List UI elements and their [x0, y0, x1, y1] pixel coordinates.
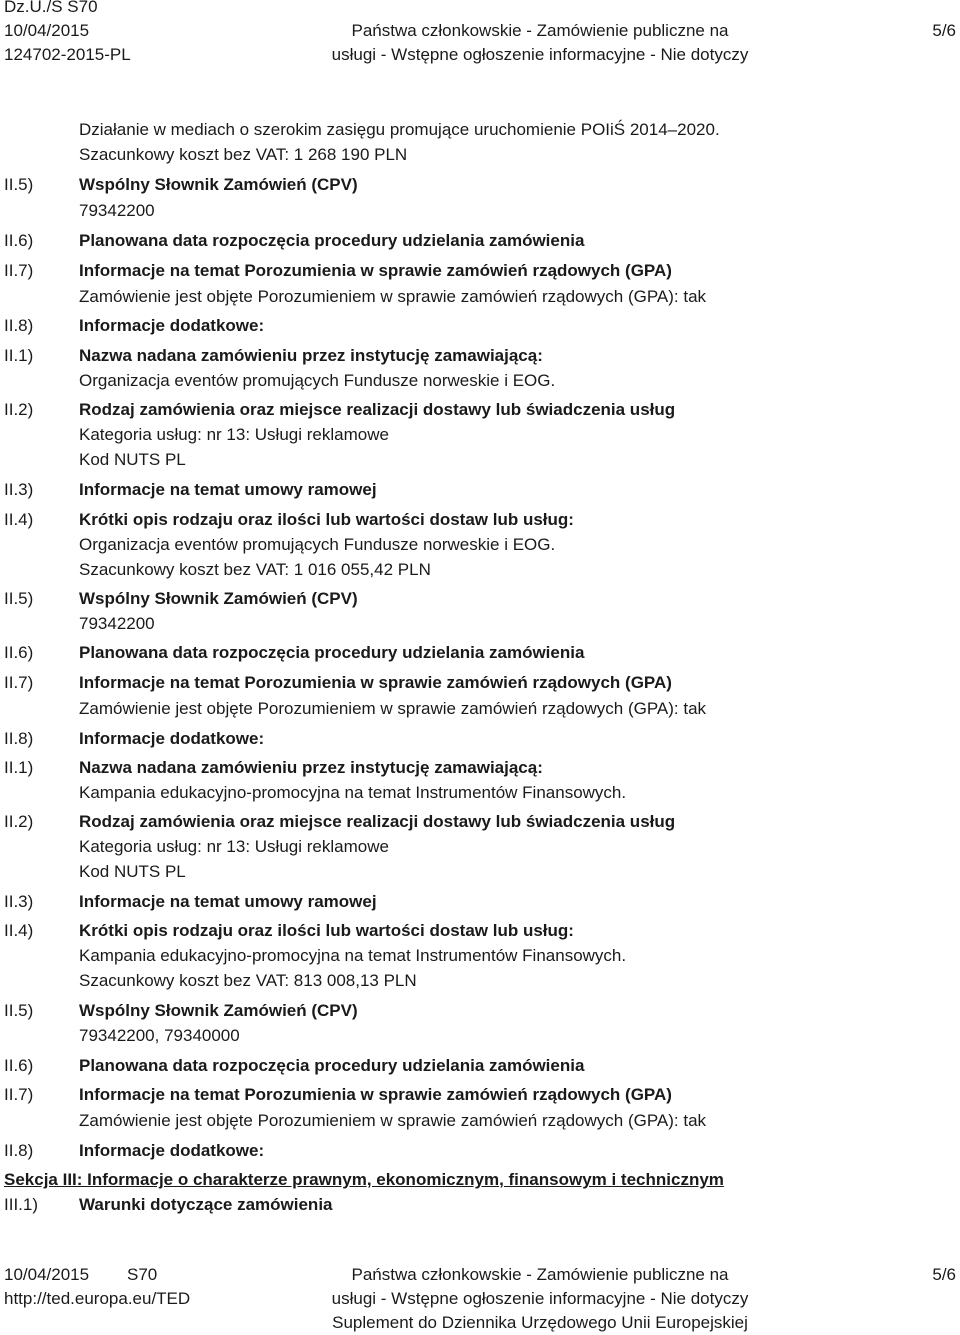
header-title-line1: Państwa członkowskie - Zamówienie publiczne na — [351, 21, 729, 40]
field-value: Kod NUTS PL — [79, 450, 186, 469]
field-heading: Informacje dodatkowe: — [79, 1141, 265, 1160]
field-heading: Krótki opis rodzaju oraz ilości lub wartości dostaw lub usług: — [79, 510, 574, 529]
section-number: II.3) — [4, 480, 34, 499]
section-number: II.4) — [4, 510, 34, 529]
field-value: Szacunkowy koszt bez VAT: 1 016 055,42 PLN — [79, 560, 431, 579]
field-heading: Informacje na temat Porozumienia w sprawie zamówień rządowych (GPA) — [79, 673, 672, 692]
field-heading: Planowana data rozpoczęcia procedury udzielania zamówienia — [79, 643, 585, 662]
section-number: II.8) — [4, 729, 34, 748]
section-number: II.8) — [4, 1141, 34, 1160]
field-value: Szacunkowy koszt bez VAT: 1 268 190 PLN — [79, 145, 408, 164]
section-item-label: Warunki dotyczące zamówienia — [79, 1195, 333, 1214]
field-value: Organizacja eventów promujących Fundusze norweskie i EOG. — [79, 371, 556, 390]
footer-date: 10/04/2015 — [4, 1265, 90, 1284]
footer-title-line2: usługi - Wstępne ogłoszenie informacyjne - Nie dotyczy — [331, 1289, 749, 1308]
section-number: II.3) — [4, 892, 34, 911]
journal-ref: Dz.U./S S70 — [4, 0, 98, 16]
section-number: III.1) — [4, 1195, 39, 1214]
header-title-line2: usługi - Wstępne ogłoszenie informacyjne - Nie dotyczy — [331, 45, 749, 64]
field-heading: Rodzaj zamówienia oraz miejsce realizacji dostawy lub świadczenia usług — [79, 400, 676, 419]
section-number: II.5) — [4, 175, 34, 194]
header-page-number: 5/6 — [932, 21, 956, 40]
field-heading: Informacje na temat umowy ramowej — [79, 892, 377, 911]
section-number: II.4) — [4, 921, 34, 940]
field-value: 79342200, 79340000 — [79, 1026, 240, 1045]
section-number: II.7) — [4, 1085, 34, 1104]
field-value: Kategoria usług: nr 13: Usługi reklamowe — [79, 837, 389, 856]
field-heading: Planowana data rozpoczęcia procedury udzielania zamówienia — [79, 1056, 585, 1075]
field-heading: Informacje na temat Porozumienia w sprawie zamówień rządowych (GPA) — [79, 261, 672, 280]
field-heading: Krótki opis rodzaju oraz ilości lub wartości dostaw lub usług: — [79, 921, 574, 940]
field-value: Kategoria usług: nr 13: Usługi reklamowe — [79, 425, 389, 444]
field-heading: Informacje dodatkowe: — [79, 316, 265, 335]
section-number: II.1) — [4, 346, 34, 365]
field-value: 79342200 — [79, 201, 155, 220]
notice-id: 124702-2015-PL — [4, 45, 131, 64]
field-heading: Nazwa nadana zamówieniu przez instytucję zamawiającą: — [79, 758, 543, 777]
section-number: II.6) — [4, 231, 34, 250]
section-number: II.5) — [4, 589, 34, 608]
field-heading: Planowana data rozpoczęcia procedury udzielania zamówienia — [79, 231, 585, 250]
field-heading: Wspólny Słownik Zamówień (CPV) — [79, 1001, 358, 1020]
field-heading: Informacje na temat Porozumienia w sprawie zamówień rządowych (GPA) — [79, 1085, 672, 1104]
field-value: Zamówienie jest objęte Porozumieniem w sprawie zamówień rządowych (GPA): tak — [79, 699, 707, 718]
field-heading: Informacje na temat umowy ramowej — [79, 480, 377, 499]
header-date: 10/04/2015 — [4, 21, 90, 40]
section-number: II.6) — [4, 1056, 34, 1075]
footer-title-line1: Państwa członkowskie - Zamówienie publiczne na — [351, 1265, 729, 1284]
field-value: Działanie w mediach o szerokim zasięgu promujące uruchomienie POIiŚ 2014–2020. — [79, 120, 720, 139]
field-heading: Wspólny Słownik Zamówień (CPV) — [79, 589, 358, 608]
footer-page-number: 5/6 — [932, 1265, 956, 1284]
field-value: Zamówienie jest objęte Porozumieniem w sprawie zamówień rządowych (GPA): tak — [79, 287, 707, 306]
section-number: II.6) — [4, 643, 34, 662]
section-number: II.2) — [4, 400, 34, 419]
field-heading: Nazwa nadana zamówieniu przez instytucję zamawiającą: — [79, 346, 543, 365]
field-value: 79342200 — [79, 614, 155, 633]
field-value: Kampania edukacyjno-promocyjna na temat Instrumentów Finansowych. — [79, 946, 627, 965]
page-header — [0, 0, 960, 72]
section-number: II.8) — [4, 316, 34, 335]
section-number: II.7) — [4, 673, 34, 692]
field-heading: Wspólny Słownik Zamówień (CPV) — [79, 175, 358, 194]
footer-title-line3: Suplement do Dziennika Urzędowego Unii Europejskiej — [332, 1313, 748, 1332]
field-value: Kampania edukacyjno-promocyjna na temat Instrumentów Finansowych. — [79, 783, 627, 802]
field-heading: Rodzaj zamówienia oraz miejsce realizacji dostawy lub świadczenia usług — [79, 812, 676, 831]
field-value: Zamówienie jest objęte Porozumieniem w sprawie zamówień rządowych (GPA): tak — [79, 1111, 707, 1130]
footer-url[interactable]: http://ted.europa.eu/TED — [4, 1289, 191, 1308]
section-number: II.1) — [4, 758, 34, 777]
footer-series: S70 — [127, 1265, 158, 1284]
field-value: Organizacja eventów promujących Fundusze norweskie i EOG. — [79, 535, 556, 554]
section-number: II.5) — [4, 1001, 34, 1020]
section-iii-title: Sekcja III: Informacje o charakterze prawnym, ekonomicznym, finansowym i technicznym — [4, 1170, 724, 1189]
field-value: Szacunkowy koszt bez VAT: 813 008,13 PLN — [79, 971, 417, 990]
field-value: Kod NUTS PL — [79, 862, 186, 881]
page-footer — [0, 1262, 960, 1334]
section-number: II.2) — [4, 812, 34, 831]
section-number: II.7) — [4, 261, 34, 280]
field-heading: Informacje dodatkowe: — [79, 729, 265, 748]
